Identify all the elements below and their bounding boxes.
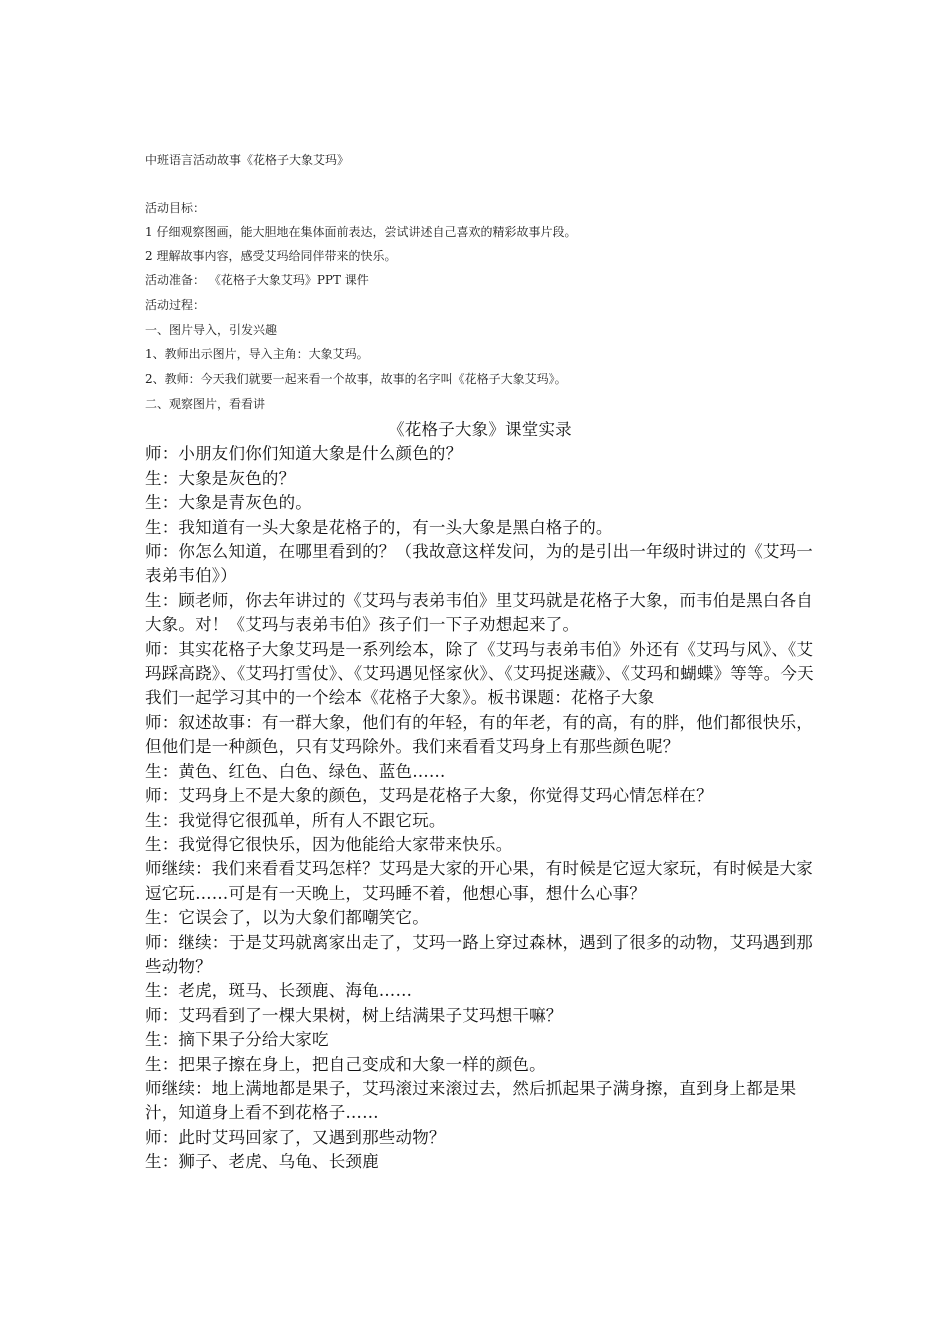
dialogue-line: 生：我知道有一头大象是花格子的，有一头大象是黑白格子的。: [145, 517, 613, 537]
intro-line: 2 理解故事内容，感受艾玛给同伴带来的快乐。: [145, 249, 397, 263]
dialogue-line: 生：顾老师，你去年讲过的《艾玛与表弟韦伯》里艾玛就是花格子大象，而韦伯是黑白各自大象。对！《艾玛与表弟韦伯》孩子们一下子劝想起来了。: [145, 590, 813, 635]
intro-line: 一、图片导入，引发兴趣: [145, 323, 278, 337]
dialogue-line: 师：艾玛身上不是大象的颜色，艾玛是花格子大象，你觉得艾玛心情怎样在？: [145, 786, 713, 806]
document-title: 中班语言活动故事《花格子大象艾玛》: [145, 153, 350, 167]
dialogue-line: 生：它误会了，以为大象们都嘲笑它。: [145, 908, 429, 928]
dialogue-line: 师：继续：于是艾玛就离家出走了，艾玛一路上穿过森林，遇到了很多的动物，艾玛遇到那些动物？: [145, 932, 813, 976]
record-title: 《花格子大象》课堂实录: [388, 420, 572, 439]
intro-line: 1 仔细观察图画，能大胆地在集体面前表达，尝试讲述自己喜欢的精彩故事片段。: [145, 225, 577, 239]
dialogue-line: 生：摘下果子分给大家吃: [145, 1030, 329, 1050]
dialogue-line: 师：叙述故事：有一群大象，他们有的年轻，有的年老，有的高，有的胖，他们都很快乐，但他们是一种颜色，只有艾玛除外。我们来看看艾玛身上有那些颜色呢？: [145, 712, 813, 757]
dialogue-line: 生：狮子、老虎、乌龟、长颈鹿: [145, 1152, 379, 1172]
dialogue-line: 生：黄色、红色、白色、绿色、蓝色……: [145, 761, 446, 781]
dialogue-line: 师：你怎么知道，在哪里看到的？（我故意这样发问，为的是引出一年级时讲过的《艾玛一表弟韦伯》）: [145, 542, 813, 586]
dialogue-line: 师：小朋友们你们知道大象是什么颜色的？: [145, 444, 463, 464]
dialogue-line: 生：我觉得它很孤单，所有人不跟它玩。: [145, 810, 446, 830]
intro-line: 活动过程：: [145, 298, 206, 312]
dialogue-line: 生：大象是灰色的？: [145, 468, 296, 488]
dialogue-line: 师：此时艾玛回家了，又遇到那些动物？: [145, 1127, 446, 1147]
dialogue-line: 师：其实花格子大象艾玛是一系列绘本，除了《艾玛与表弟韦伯》外还有《艾玛与风》、《艾玛踩高跷》、《艾玛打雪仗》、《艾玛遇见怪家伙》、《艾玛捉迷藏》、《艾玛和蝴蝶》等等。今天我们一起学习其中的一个绘本《花格子大象》。板书课题：花格子大象: [145, 639, 814, 708]
intro-line: 二、观察图片，看看讲: [145, 397, 266, 411]
intro-line: 活动目标：: [145, 201, 206, 215]
intro-line: 1、教师出示图片，导入主角：大象艾玛。: [145, 347, 369, 361]
dialogue-line: 师继续：地上满地都是果子，艾玛滚过来滚过去，然后抓起果子满身擦，直到身上都是果汁，知道身上看不到花格子……: [145, 1078, 797, 1123]
dialogue-line: 师：艾玛看到了一棵大果树，树上结满果子艾玛想干嘛？: [145, 1005, 563, 1025]
dialogue-line: 生：老虎，斑马、长颈鹿、海龟……: [145, 981, 413, 1001]
dialogue-line: 生：大象是青灰色的。: [145, 493, 312, 513]
dialogue-line: 生：把果子擦在身上，把自己变成和大象一样的颜色。: [145, 1054, 546, 1074]
classroom-record: [145, 418, 815, 1175]
intro-line: 2、教师：今天我们就要一起来看一个故事，故事的名字叫《花格子大象艾玛》。: [145, 372, 567, 386]
dialogue-line: 生：我觉得它很快乐，因为他能给大家带来快乐。: [145, 834, 513, 854]
dialogue-line: 师继续：我们来看看艾玛怎样？艾玛是大家的开心果，有时候是它逗大家玩，有时候是大家逗它玩……可是有一天晚上，艾玛睡不着，他想心事，想什么心事？: [145, 859, 813, 903]
intro-line: 活动准备： 《花格子大象艾玛》PPT 课件: [145, 273, 369, 287]
